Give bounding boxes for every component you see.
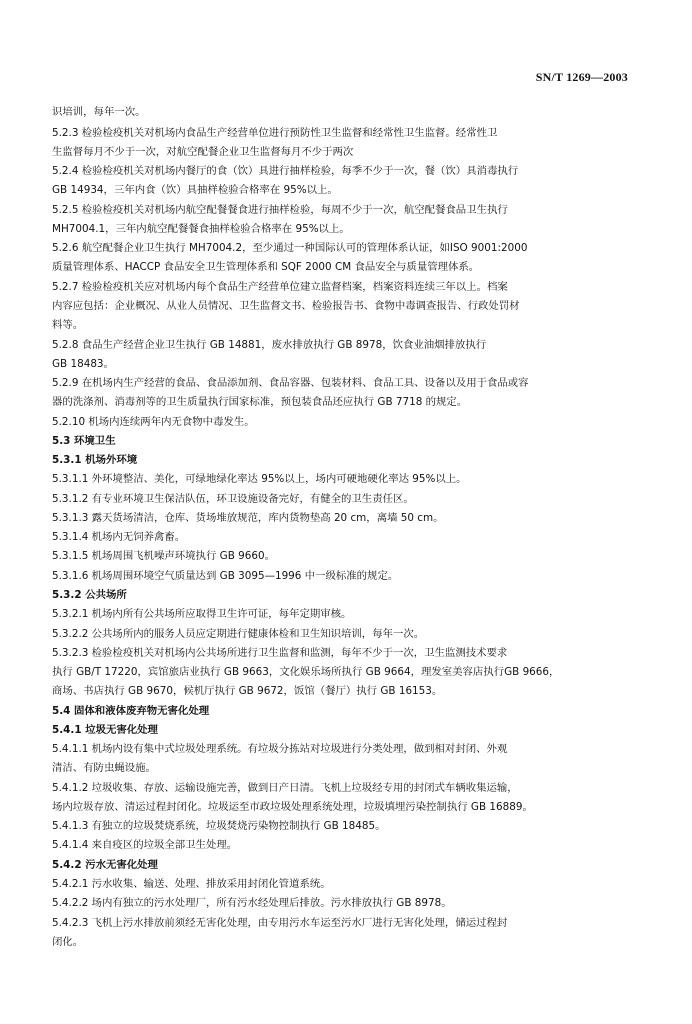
text-line: 5.3.2.3 检验检疫机关对机场内公共场所进行卫生监督和监测，每年不少于一次，卫生监测技术要求 — [52, 647, 508, 659]
text-line: 5.4.2.3 飞机上污水排放前须经无害化处理，由专用污水车运至污水厂进行无害化处理，储运过程封 — [52, 917, 508, 929]
text-line: 5.2.7 检验检疫机关应对机场内每个食品生产经营单位建立监督档案，档案资料连续三年以上。档案 — [52, 281, 508, 293]
text-line: GB 14934，三年内食（饮）具抽样检验合格率在 95%以上。 — [52, 184, 338, 196]
text-line: 5.2.6 航空配餐企业卫生执行 MH7004.2，至少通过一种国际认可的管理体系认证，如ISO 9001:2000 — [52, 242, 528, 254]
text-line: 识培训，每年一次。 — [52, 106, 146, 118]
text-line: 5.4.1.2 垃圾收集、存放、运输设施完善，做到日产日清。飞机上垃圾经专用的封闭式车辆收集运输， — [52, 782, 518, 794]
text-line: 5.4.2.2 场内有独立的污水处理厂，所有污水经处理后排放。污水排放执行 GB 8978。 — [52, 897, 452, 909]
text-line: 器的洗涤剂、消毒剂等的卫生质量执行国家标准，预包装食品还应执行 GB 7718 的规定。 — [52, 396, 468, 408]
text-line: 5.2.10 机场内连续两年内无食物中毒发生。 — [52, 416, 255, 428]
text-line: MH7004.1，三年内航空配餐餐食抽样检验合格率在 95%以上。 — [52, 223, 350, 235]
text-line: 5.4.2.1 污水收集、输送、处理、排放采用封闭化管道系统。 — [52, 878, 331, 890]
text-line: 生监督每月不少于一次，对航空配餐企业卫生监督每月不少于两次 — [52, 146, 354, 158]
text-line: 5.3.2.1 机场内所有公共场所应取得卫生许可证，每年定期审核。 — [52, 608, 352, 620]
text-line: 5.3.1.4 机场内无饲养禽畜。 — [52, 531, 186, 543]
section-heading: 5.4 固体和液体废弃物无害化处理 — [52, 705, 210, 717]
section-heading: 5.3.2 公共场所 — [52, 589, 127, 601]
text-line: 5.2.4 检验检疫机关对机场内餐厅的食（饮）具进行抽样检验，每季不少于一次，餐（饮）具消毒执行 — [52, 165, 519, 177]
section-heading: 5.3.1 机场外环境 — [52, 454, 138, 466]
text-line: 5.3.1.3 露天货场清洁，仓库、货场堆放规范，库内货物垫高 20 cm，离墙 50 cm。 — [52, 512, 444, 524]
text-line: 5.4.1.1 机场内设有集中式垃圾处理系统。有垃圾分拣站对垃圾进行分类处理，做到相对封闭、外观 — [52, 743, 508, 755]
text-line: 质量管理体系、HACCP 食品安全卫生管理体系和 SQF 2000 CM 食品安全与质量管理体系。 — [52, 261, 480, 273]
text-line: 5.3.1.5 机场周围飞机噪声环境执行 GB 9660。 — [52, 550, 275, 562]
section-heading: 5.4.2 污水无害化处理 — [52, 859, 158, 871]
text-line: 场内垃圾存放、清运过程封闭化。垃圾运至市政垃圾处理系统处理，垃圾填埋污染控制执行 GB 16889。 — [52, 801, 533, 813]
text-line: 5.3.1.6 机场周围环境空气质量达到 GB 3095—1996 中一级标准的规定。 — [52, 570, 399, 582]
text-line: 料等。 — [52, 319, 84, 331]
text-line: 5.2.9 在机场内生产经营的食品、食品添加剂、食品容器、包装材料、食品工具、设备以及用于食品或容 — [52, 377, 529, 389]
standard-code: SN/T 1269—2003 — [535, 70, 628, 84]
section-heading: 5.3 环境卫生 — [52, 435, 116, 447]
text-line: 5.2.5 检验检疫机关对机场内航空配餐餐食进行抽样检验，每周不少于一次，航空配餐食品卫生执行 — [52, 204, 508, 216]
text-line: 内容应包括：企业概况、从业人员情况、卫生监督文书、检验报告书、食物中毒调查报告、行政处罚材 — [52, 300, 520, 312]
text-line: GB 18483。 — [52, 358, 114, 370]
text-line: 商场、书店执行 GB 9670，候机厅执行 GB 9672，饭馆（餐厅）执行 GB 16153。 — [52, 685, 443, 697]
text-line: 清洁、有防虫蝇设施。 — [52, 762, 156, 774]
text-line: 5.2.3 检验检疫机关对机场内食品生产经营单位进行预防性卫生监督和经常性卫生监督。经常性卫 — [52, 127, 498, 139]
text-line: 执行 GB/T 17220，宾馆旅店业执行 GB 9663，文化娱乐场所执行 GB 9664，理发室美容店执行GB 9666， — [52, 666, 560, 678]
text-line: 5.4.1.4 来自疫区的垃圾全部卫生处理。 — [52, 839, 238, 851]
text-line: 5.3.2.2 公共场所内的服务人员应定期进行健康体检和卫生知识培训，每年一次。 — [52, 628, 425, 640]
text-line: 5.3.1.2 有专业环境卫生保洁队伍，环卫设施设备完好，有健全的卫生责任区。 — [52, 493, 414, 505]
text-line: 闭化。 — [52, 936, 84, 948]
section-heading: 5.4.1 垃圾无害化处理 — [52, 724, 158, 736]
text-line: 5.4.1.3 有独立的垃圾焚烧系统，垃圾焚烧污染物控制执行 GB 18485。 — [52, 820, 386, 832]
text-line: 5.3.1.1 外环境整洁、美化，可绿地绿化率达 95%以上，场内可硬地硬化率达 95%以上。 — [52, 473, 467, 485]
text-line: 5.2.8 食品生产经营企业卫生执行 GB 14881，废水排放执行 GB 8978，饮食业油烟排放执行 — [52, 339, 487, 351]
